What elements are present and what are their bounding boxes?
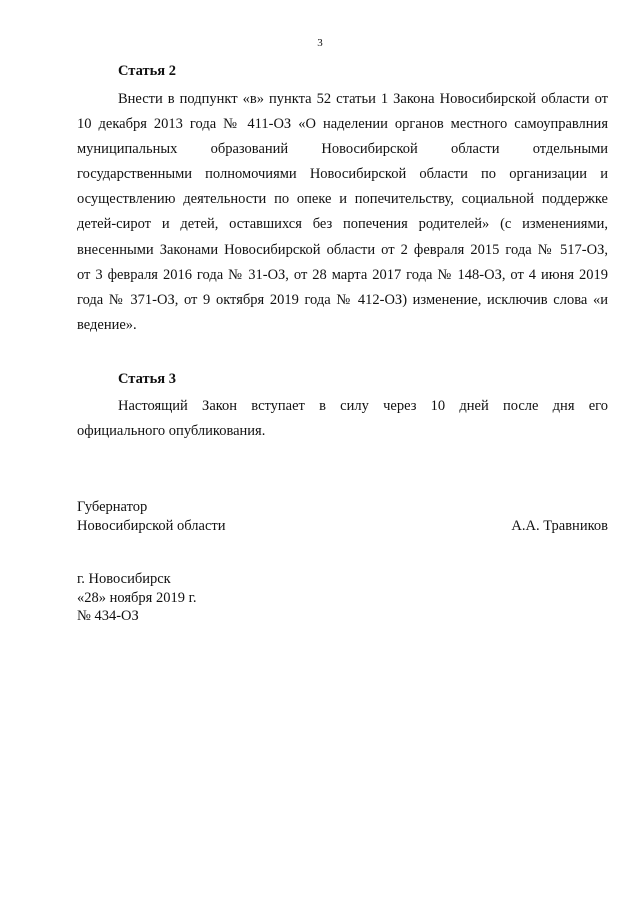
article-2-line: года № 371-ОЗ, от 9 октября 2019 года № 412-ОЗ) изменение, исключив слова «и xyxy=(77,291,608,308)
article-3-text xyxy=(77,394,608,444)
article-2-line: государственными полномочиями Новосибирской области по организации и xyxy=(77,166,608,183)
place-city: г. Новосибирск xyxy=(77,571,171,587)
article-2-text xyxy=(77,87,608,338)
signatory-name: А.А. Травников xyxy=(511,518,608,534)
article-2-line: муниципальных образований Новосибирской области отдельными xyxy=(77,141,608,158)
law-number: № 434-ОЗ xyxy=(77,608,139,624)
article-2-line: детей-сирот и детей, оставшихся без попечения родителей» (с изменениями, xyxy=(77,216,608,233)
article-2-line: 10 декабря 2013 года № 411-ОЗ «О наделении органов местного самоуправлния xyxy=(77,116,608,133)
signature-region: Новосибирской области xyxy=(77,518,226,534)
signature-position: Губернатор xyxy=(77,499,148,515)
signature-block xyxy=(77,498,608,536)
article-2-line: внесенными Законами Новосибирской области от 2 февраля 2015 года № 517-ОЗ, xyxy=(77,241,608,258)
article-3-line: официального опубликования. xyxy=(77,423,266,440)
place-date-block xyxy=(77,570,197,626)
article-3-title: Статья 3 xyxy=(118,371,176,387)
article-2-line: осуществлению деятельности по опеке и попечительству, социальной поддержке xyxy=(77,191,608,208)
law-date: «28» ноября 2019 г. xyxy=(77,589,197,606)
page-number: 3 xyxy=(317,37,323,49)
article-3-line: Настоящий Закон вступает в силу через 10 дней после дня его xyxy=(118,398,608,414)
article-2-line: ведение». xyxy=(77,316,137,333)
article-2-line: Внести в подпункт «в» пункта 52 статьи 1 Закона Новосибирской области от xyxy=(118,91,608,107)
article-2-line: от 3 февраля 2016 года № 31-ОЗ, от 28 марта 2017 года № 148-ОЗ, от 4 июня 2019 xyxy=(77,266,608,283)
article-2-title: Статья 2 xyxy=(118,63,176,79)
